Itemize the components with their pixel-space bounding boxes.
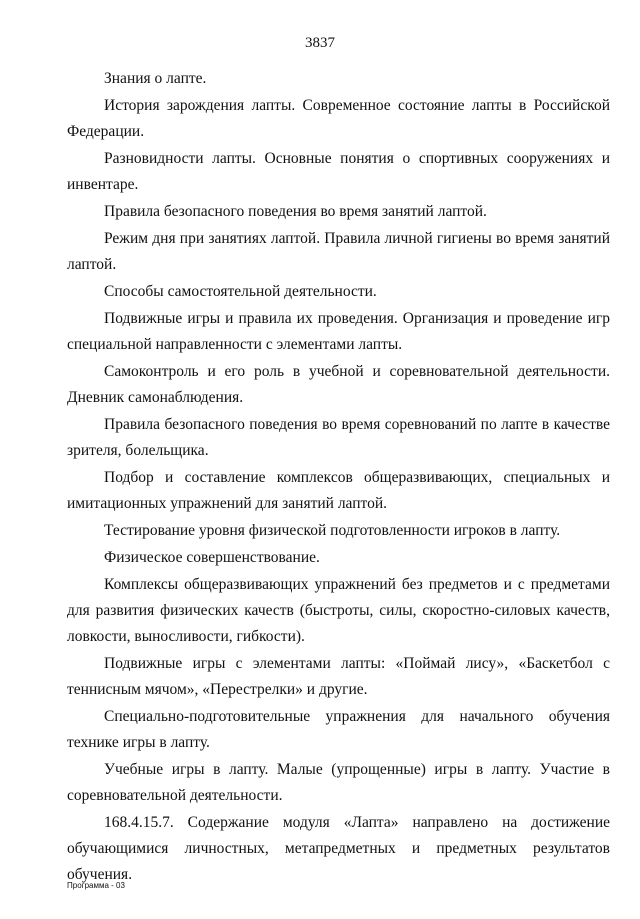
paragraph: Учебные игры в лапту. Малые (упрощенные) игры в лапту. Участие в соревновательной деятельности. — [67, 761, 610, 804]
paragraph: Специально-подготовительные упражнения для начального обучения технике игры в лапту. — [67, 708, 610, 751]
paragraph: Разновидности лапты. Основные понятия о спортивных сооружениях и инвентаре. — [67, 150, 610, 193]
paragraph: 168.4.15.7. Содержание модуля «Лапта» направлено на достижение обучающимися личностных, метапредметных и предметных результатов обучения. — [67, 814, 610, 883]
paragraph: Подбор и составление комплексов общеразвивающих, специальных и имитационных упражнений для занятий лаптой. — [67, 469, 610, 512]
paragraph: Самоконтроль и его роль в учебной и соревновательной деятельности. Дневник самонаблюдения. — [67, 363, 610, 406]
paragraph: Правила безопасного поведения во время занятий лаптой. — [104, 203, 487, 220]
document-body — [67, 66, 610, 889]
paragraph: Режим дня при занятиях лаптой. Правила личной гигиены во время занятий лаптой. — [67, 230, 610, 273]
paragraph: Тестирование уровня физической подготовленности игроков в лапту. — [104, 522, 561, 539]
paragraph: Подвижные игры с элементами лапты: «Поймай лису», «Баскетбол с теннисным мячом», «Перестрелки» и другие. — [67, 655, 610, 698]
paragraph: Подвижные игры и правила их проведения. Организация и проведение игр специальной направленности с элементами лапты. — [67, 310, 610, 353]
paragraph: Правила безопасного поведения во время соревнований по лапте в качестве зрителя, болельщика. — [67, 416, 610, 459]
paragraph: История зарождения лапты. Современное состояние лапты в Российской Федерации. — [67, 97, 610, 140]
page-number: 3837 — [305, 35, 335, 51]
footer-label: Программа - 03 — [67, 881, 125, 890]
paragraph: Способы самостоятельной деятельности. — [104, 283, 377, 300]
paragraph: Комплексы общеразвивающих упражнений без предметов и с предметами для развития физических качеств (быстроты, силы, скоростно-силовых качеств, ловкости, выносливости, гибкости). — [67, 576, 610, 645]
paragraph: Знания о лапте. — [104, 70, 207, 87]
paragraph: Физическое совершенствование. — [104, 549, 320, 566]
